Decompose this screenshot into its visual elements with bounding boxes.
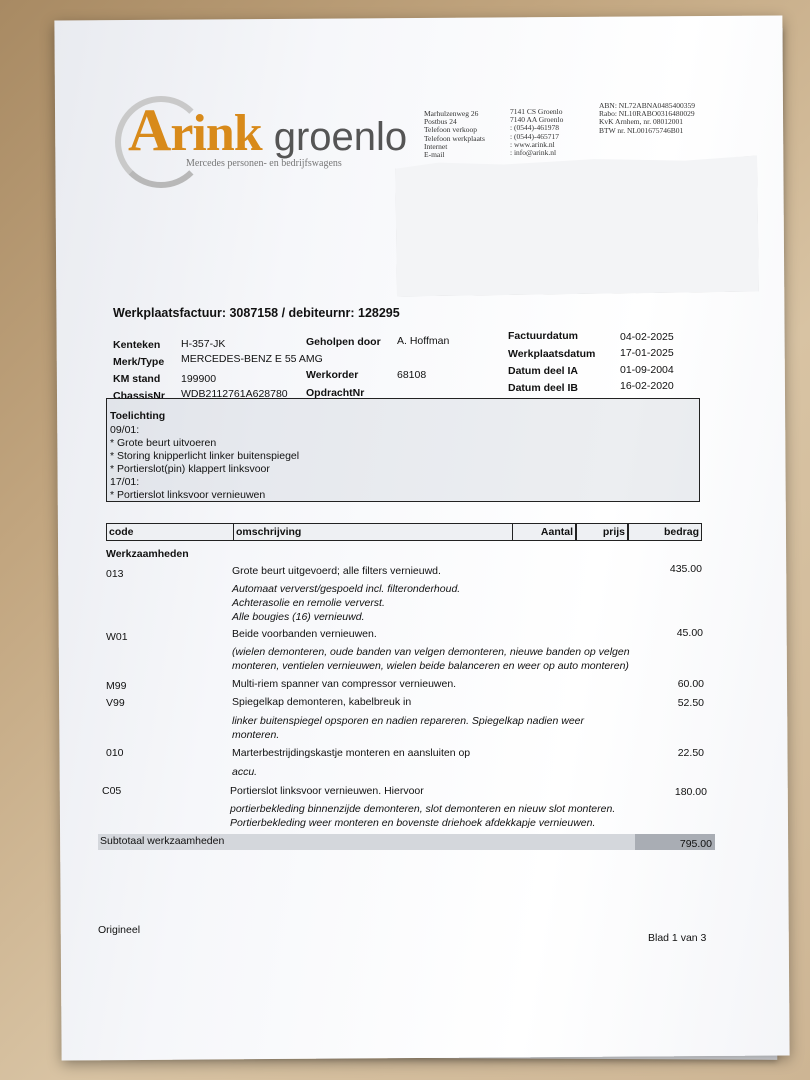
company-logo: Arink groenlo bbox=[128, 97, 408, 163]
kenteken-label: Kenteken bbox=[113, 339, 161, 351]
item-note: (wielen demonteren, oude banden van velgen demonteren, nieuwe banden op velgen bbox=[232, 646, 630, 658]
page-number: Blad 1 van 3 bbox=[648, 932, 707, 944]
item-description: Spiegelkap demonteren, kabelbreuk in bbox=[232, 696, 412, 708]
invoice-title: Werkplaatsfactuur: 3087158 / debiteurnr: 128295 bbox=[113, 306, 400, 320]
item-amount: 60.00 bbox=[677, 678, 704, 690]
km-stand-value: 199900 bbox=[181, 373, 217, 385]
footer-origineel: Origineel bbox=[98, 924, 141, 936]
paper-sticker-overlay bbox=[395, 155, 759, 296]
datum-deel-ib-value: 16-02-2020 bbox=[620, 380, 674, 392]
item-description: Multi-riem spanner van compressor vernieuwen. bbox=[232, 678, 457, 690]
werkorder-label: Werkorder bbox=[306, 369, 359, 381]
item-code: M99 bbox=[106, 680, 127, 692]
section-title: Werkzaamheden bbox=[106, 548, 189, 560]
column-header-prijs: prijs bbox=[576, 523, 628, 541]
werkplaatsdatum-label: Werkplaatsdatum bbox=[508, 348, 596, 360]
item-note: monteren. bbox=[232, 729, 280, 741]
geholpen-door-value: A. Hoffman bbox=[397, 335, 450, 347]
toelichting-line: * Portierslot(pin) klappert linksvoor bbox=[110, 463, 270, 475]
item-note: accu. bbox=[232, 766, 258, 778]
toelichting-box bbox=[106, 398, 700, 502]
contact-details-column: 7141 CS Groenlo 7140 AA Groenlo : (0544)-461978 : (0544)-465717 : www.arink.nl : info@arink.nl bbox=[510, 107, 564, 158]
chassisnr-label: ChassisNr bbox=[113, 390, 165, 402]
datum-deel-ib-label: Datum deel IB bbox=[508, 382, 579, 394]
toelichting-heading: Toelichting bbox=[110, 410, 166, 422]
item-note: Alle bougies (16) vernieuwd. bbox=[232, 611, 365, 623]
item-description: Marterbestrijdingskastje monteren en aansluiten op bbox=[232, 747, 471, 759]
item-amount: 52.50 bbox=[677, 697, 704, 709]
item-note: Automaat ververst/gespoeld incl. filteronderhoud. bbox=[232, 583, 461, 595]
toelichting-line: 09/01: bbox=[110, 424, 140, 436]
werkplaatsdatum-value: 17-01-2025 bbox=[620, 347, 674, 359]
item-amount: 435.00 bbox=[669, 563, 702, 575]
merk-type-label: Merk/Type bbox=[113, 356, 165, 368]
item-code: 010 bbox=[106, 747, 124, 759]
subtotal-amount: 795.00 bbox=[679, 838, 712, 850]
column-header-code: code bbox=[106, 523, 236, 541]
company-tagline: Mercedes personen- en bedrijfswagens bbox=[186, 158, 342, 169]
item-code: W01 bbox=[106, 631, 128, 643]
item-description: Beide voorbanden vernieuwen. bbox=[232, 628, 377, 640]
factuurdatum-label: Factuurdatum bbox=[508, 330, 579, 342]
column-header-omschrijving: omschrijving bbox=[233, 523, 513, 541]
item-description: Grote beurt uitgevoerd; alle filters vernieuwd. bbox=[232, 565, 441, 577]
kenteken-value: H-357-JK bbox=[181, 338, 226, 350]
item-code: V99 bbox=[106, 697, 125, 709]
datum-deel-ia-value: 01-09-2004 bbox=[620, 364, 674, 376]
column-header-bedrag: bedrag bbox=[628, 523, 702, 541]
item-note: Achterasolie en remolie ververst. bbox=[232, 597, 385, 609]
item-note: monteren, ventielen vernieuwen, wielen beide balanceren en weer op auto monteren) bbox=[232, 660, 629, 672]
factuurdatum-value: 04-02-2025 bbox=[620, 331, 674, 343]
toelichting-line: * Portierslot linksvoor vernieuwen bbox=[110, 489, 266, 501]
item-note: portierbekleding binnenzijde demonteren, slot demonteren en nieuw slot monteren. bbox=[230, 803, 616, 815]
opdrachtnr-label: OpdrachtNr bbox=[306, 387, 365, 399]
item-code: C05 bbox=[102, 785, 122, 797]
column-header-aantal: Aantal bbox=[512, 523, 576, 541]
toelichting-line: 17/01: bbox=[110, 476, 140, 488]
geholpen-door-label: Geholpen door bbox=[306, 336, 381, 348]
bank-details-column: ABN: NL72ABNA0485400359 Rabo: NL10RABO0316480029 KvK Arnhem, nr. 08012001 BTW nr. NL001675746B01 bbox=[599, 101, 696, 135]
item-code: 013 bbox=[106, 568, 124, 580]
werkorder-value: 68108 bbox=[397, 369, 427, 381]
toelichting-line: * Storing knipperlicht linker buitenspiegel bbox=[110, 450, 300, 462]
contact-address-column: Marhulzenweg 26 Postbus 24 Telefoon verkoop Telefoon werkplaats Internet E-mail bbox=[424, 109, 485, 160]
subtotal-label: Subtotaal werkzaamheden bbox=[100, 835, 225, 847]
item-amount: 45.00 bbox=[676, 627, 703, 639]
item-note: Portierbekleding weer monteren en bovenste driehoek afdekkapje vernieuwen. bbox=[230, 817, 596, 829]
item-description: Portierslot linksvoor vernieuwen. Hiervoor bbox=[230, 785, 424, 797]
km-stand-label: KM stand bbox=[113, 373, 161, 385]
merk-type-value: MERCEDES-BENZ E 55 AMG bbox=[181, 353, 323, 365]
toelichting-line: * Grote beurt uitvoeren bbox=[110, 437, 217, 449]
item-amount: 22.50 bbox=[677, 747, 704, 759]
datum-deel-ia-label: Datum deel IA bbox=[508, 365, 579, 377]
item-amount: 180.00 bbox=[674, 786, 707, 798]
item-note: linker buitenspiegel opsporen en nadien repareren. Spiegelkap nadien weer bbox=[232, 715, 584, 727]
chassisnr-value: WDB2112761A628780 bbox=[181, 388, 288, 400]
